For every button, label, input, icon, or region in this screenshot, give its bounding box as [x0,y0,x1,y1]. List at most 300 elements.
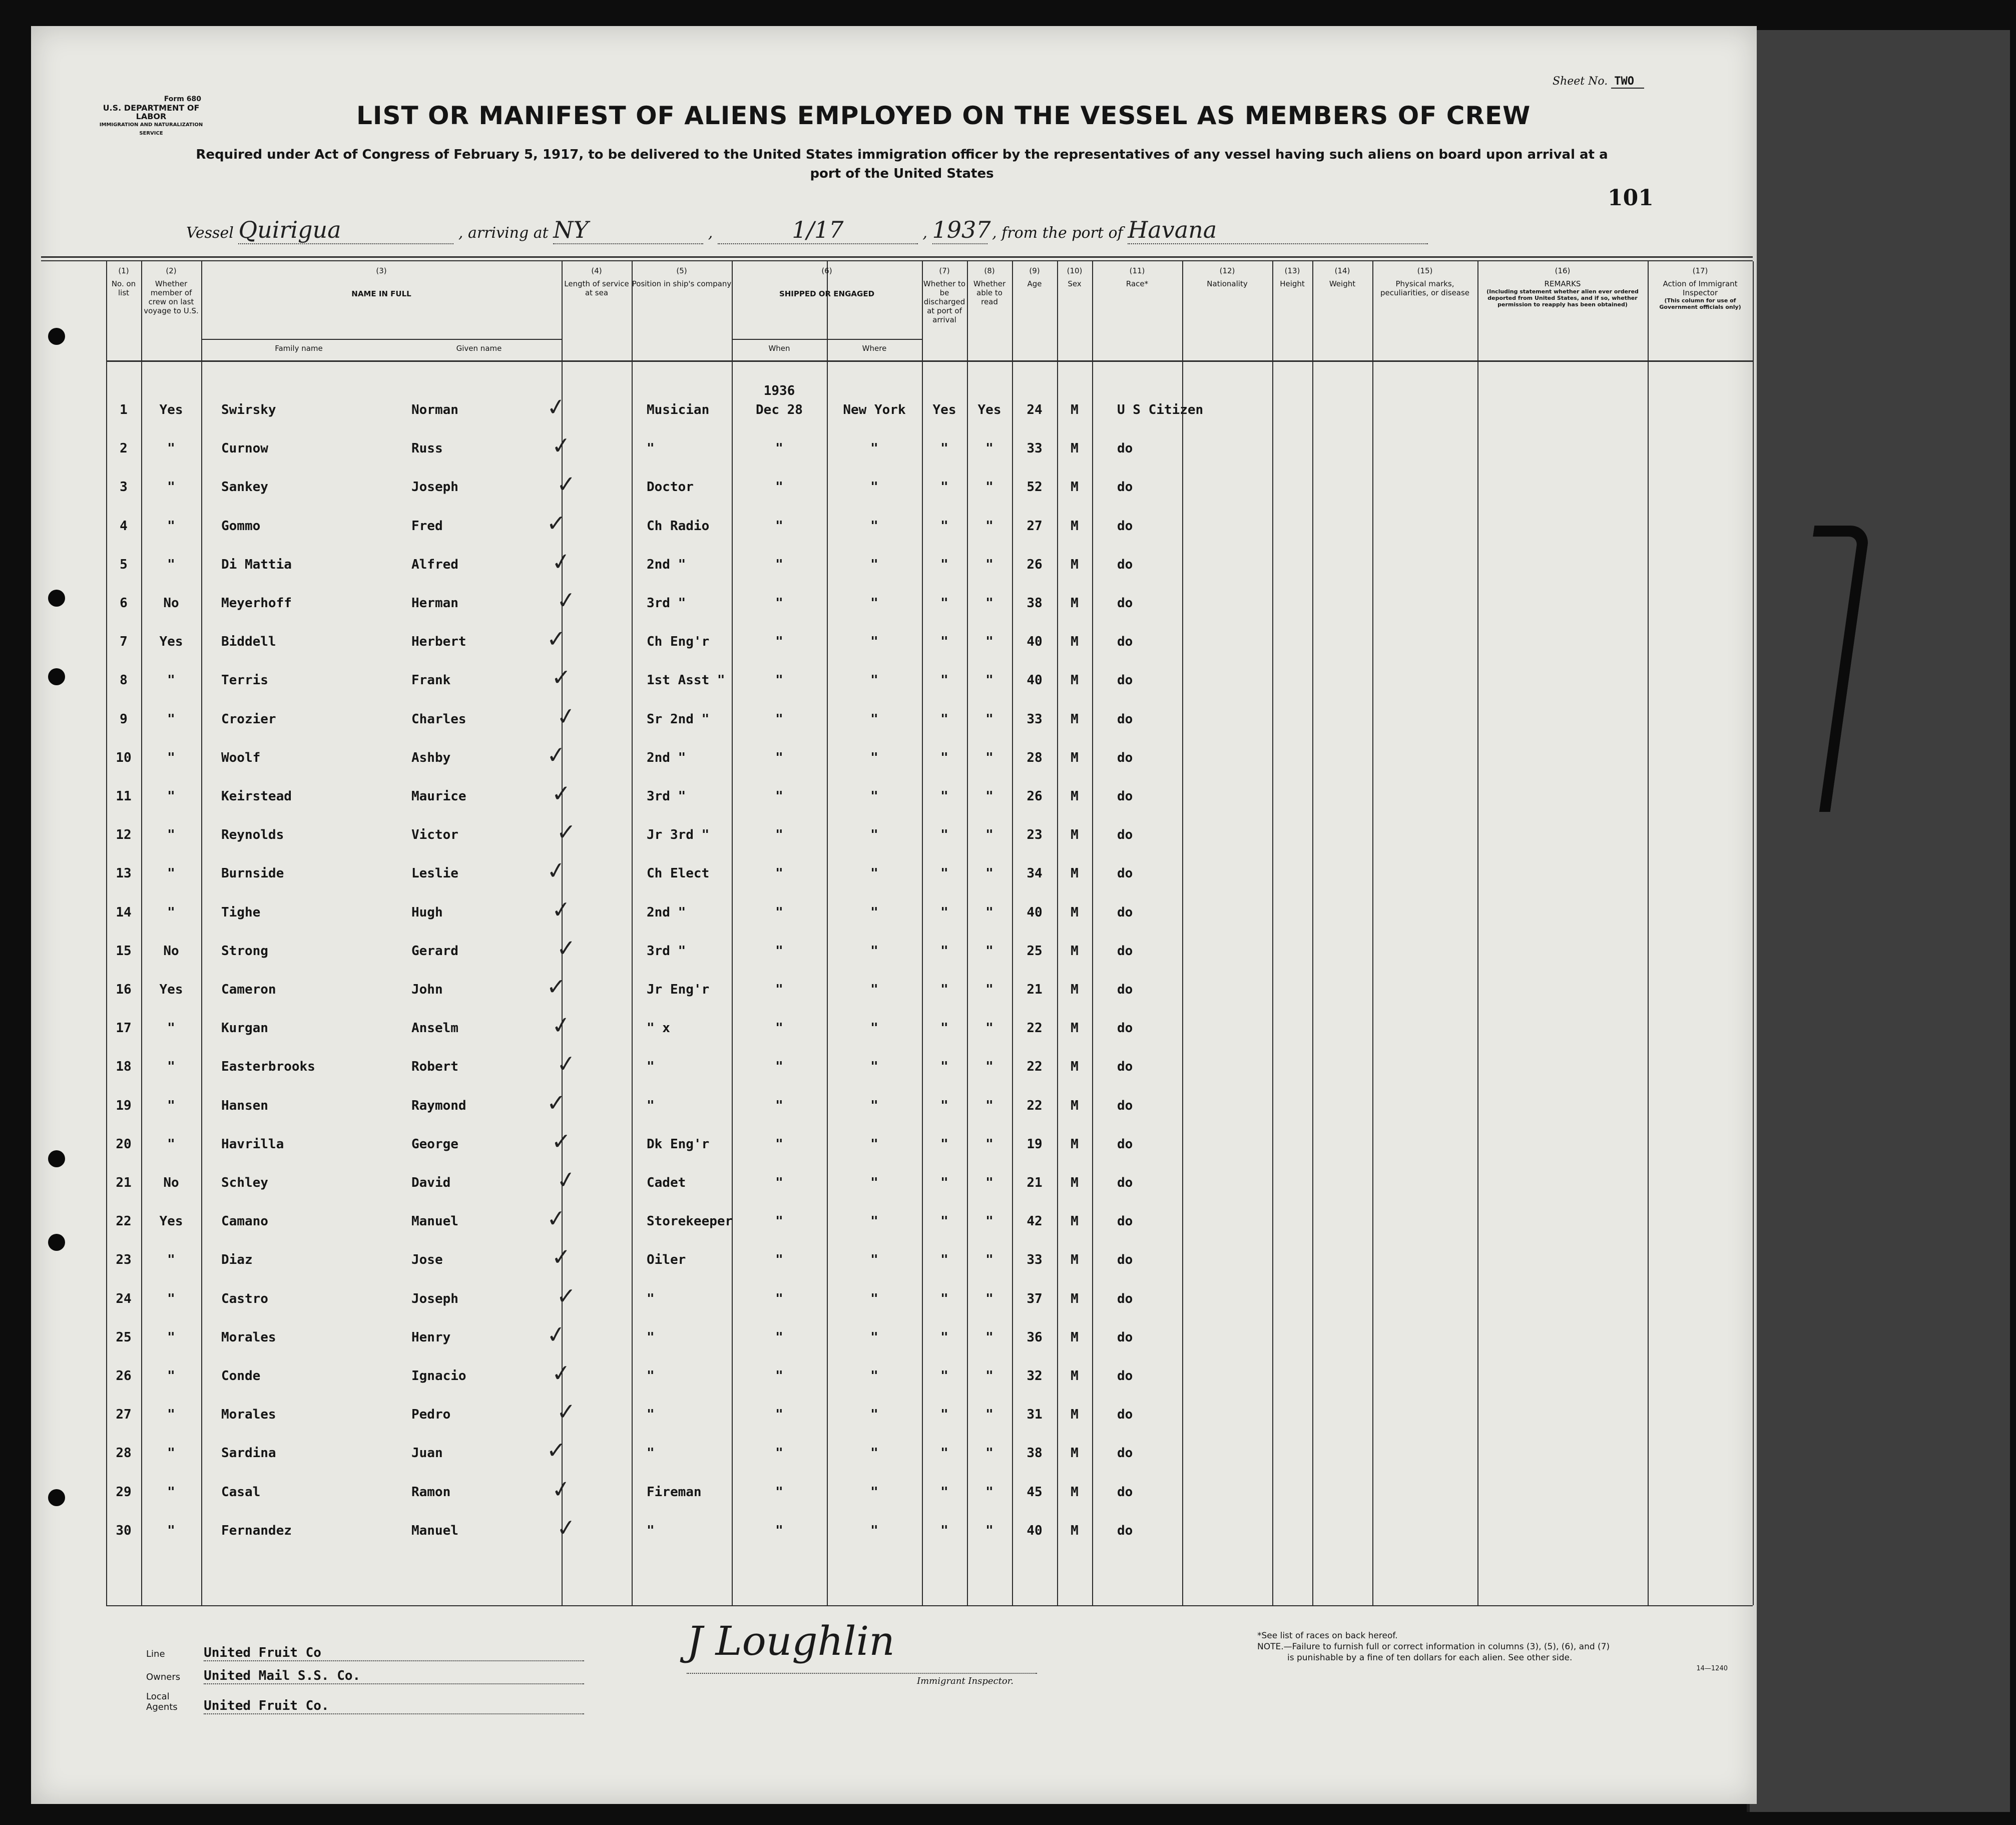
age: 24 [1027,402,1043,417]
shipped-when: " [775,866,783,881]
vessel-line: Vessel Quirigua , arriving at NY , 1/17 , 1937 , from the port of Havana [186,216,1428,244]
age: 36 [1027,1329,1043,1345]
row-number: 3 [120,480,128,495]
given-name: Leslie [411,866,458,881]
table-row [31,1010,1753,1053]
sex: M [1071,480,1079,495]
sex: M [1071,518,1079,534]
prior-voyage: " [167,1407,175,1423]
row-number: 6 [120,596,128,611]
row-number: 12 [116,827,132,843]
row-number: 17 [116,1021,132,1036]
discharged: " [940,750,948,765]
age: 38 [1027,596,1043,611]
nationality: U S Citizen [1117,402,1204,417]
shipped-where: " [870,789,878,804]
checkmark-icon: ✓ [555,1513,577,1542]
discharged: " [940,982,948,997]
position: 2nd " [647,750,686,765]
position: " [647,1368,655,1384]
position: " [647,1059,655,1075]
table-row [31,625,1753,667]
shipped-when: " [775,982,783,997]
able-to-read: " [985,1098,993,1113]
family-name: Conde [221,1368,261,1384]
discharged: " [940,789,948,804]
family-name: Gommo [221,518,261,534]
family-name: Biddell [221,634,276,650]
shipped-when: " [775,1059,783,1075]
position: Musician [647,402,710,417]
discharged: " [940,1407,948,1423]
discharged: " [940,1291,948,1306]
nationality: do [1117,982,1133,997]
shipped-where: " [870,518,878,534]
able-to-read: " [985,673,993,688]
row-number: 15 [116,943,132,959]
shipped-where: " [870,1098,878,1113]
given-name: Herbert [411,634,466,650]
table-row [31,431,1753,474]
given-name: Maurice [411,789,466,804]
column-header [1182,266,1272,288]
age: 42 [1027,1214,1043,1229]
nationality: do [1117,1329,1133,1345]
binder-hole [48,668,65,685]
where-header: Where [862,344,887,353]
sex: M [1071,1407,1079,1423]
shipped-when: " [775,789,783,804]
binder-hole [48,590,65,607]
checkmark-icon: ✓ [556,934,577,962]
discharged: " [940,866,948,881]
column-header [1477,266,1648,308]
able-to-read: " [985,1407,993,1423]
shipped-when: " [775,1252,783,1268]
given-name: Anselm [411,1021,458,1036]
able-to-read: " [985,904,993,920]
table-row [31,701,1753,744]
shipped-when: " [775,596,783,611]
line-value: United Fruit Co [204,1645,584,1661]
column-header [1012,266,1057,288]
shipped-when: " [775,1446,783,1461]
column-label: Physical marks, peculiarities, or disease [1380,279,1470,297]
row-number: 1 [120,402,128,417]
backing-card [1747,30,2010,1812]
checkmark-icon: ✓ [550,895,572,924]
shipped-when: " [775,1291,783,1306]
page-stamp: 101 [1608,185,1654,211]
column-label: Age [1027,279,1042,288]
nationality: do [1117,1252,1133,1268]
checkmark-icon: ✓ [555,701,578,731]
subtitle-line-1: Required under Act of Congress of February 5, 1917, to be delivered to the United States immigration officer by the representatives of any vessel having such aliens on board upon arrival at a [196,147,1608,162]
nationality: do [1117,750,1133,765]
column-number: (17) [1692,266,1708,275]
discharged: " [940,1368,948,1384]
position: Dk Eng'r [647,1136,710,1152]
column-label: Length of service at sea [564,279,629,297]
shipped-where: " [870,866,878,881]
sex: M [1071,1059,1079,1075]
able-to-read: " [985,943,993,959]
position: 3rd " [647,789,686,804]
sex: M [1071,711,1079,727]
footer-owners [146,1668,647,1691]
position: " x [647,1021,670,1036]
shipped-when: " [775,1484,783,1500]
row-number: 9 [120,711,128,727]
row-number: 22 [116,1214,132,1229]
age: 34 [1027,866,1043,881]
nationality: do [1117,943,1133,959]
shipped-where: " [870,982,878,997]
table-row [31,740,1753,783]
row-number: 29 [116,1484,132,1500]
prior-voyage: Yes [159,982,183,997]
sex: M [1071,1291,1079,1306]
age: 22 [1027,1098,1043,1113]
inspector-label: Immigrant Inspector. [917,1676,1014,1686]
family-name: Hansen [221,1098,268,1113]
age: 19 [1027,1136,1043,1152]
shipped-when: " [775,827,783,843]
nationality: do [1117,866,1133,881]
table-row [31,1127,1753,1169]
subtitle [121,145,1683,183]
table-row [31,1165,1753,1208]
binder-hole [48,1489,65,1506]
prior-voyage: " [167,1021,175,1036]
position: 3rd " [647,596,686,611]
shipped-where: " [870,1368,878,1384]
prior-voyage: " [167,750,175,765]
shipped-where: " [870,750,878,765]
shipped-where: " [870,1252,878,1268]
age: 31 [1027,1407,1043,1423]
shipped-where: " [870,634,878,650]
age: 27 [1027,518,1043,534]
column-header [201,266,562,298]
prior-voyage: No [163,596,179,611]
family-name: Keirstead [221,789,292,804]
arriving-label: , arriving at [458,224,549,242]
row-number: 14 [116,904,132,920]
column-label: Action of Immigrant Inspector [1663,279,1738,297]
table-top-rule-2 [41,260,1753,261]
column-header [1312,266,1372,288]
checkmark-icon: ✓ [545,855,568,885]
column-line [1753,261,1754,1605]
sex: M [1071,557,1079,572]
age: 21 [1027,1175,1043,1190]
shipped-year: 1936 [763,383,795,398]
sex: M [1071,596,1079,611]
checkmark-icon: ✓ [550,431,572,460]
sex: M [1071,943,1079,959]
given-name: Victor [411,827,458,843]
prior-voyage: " [167,827,175,843]
shipped-when: " [775,441,783,457]
sex: M [1071,402,1079,417]
column-label: Whether member of crew on last voyage to U.S. [144,279,199,315]
position: 3rd " [647,943,686,959]
nationality: do [1117,1021,1133,1036]
family-name: Terris [221,673,268,688]
given-name: Manuel [411,1523,458,1538]
prior-voyage: Yes [159,634,183,650]
owners-value: United Mail S.S. Co. [204,1668,584,1684]
column-sublabel: (This column for use of Government officials only) [1659,297,1741,310]
column-header [141,266,201,315]
signature-line [687,1673,1037,1674]
family-name: Camano [221,1214,268,1229]
sex: M [1071,789,1079,804]
sex: M [1071,1214,1079,1229]
age: 25 [1027,943,1043,959]
nationality: do [1117,1368,1133,1384]
footer-line [146,1645,647,1668]
family-name: Burnside [221,866,284,881]
position: Storekeeper [647,1214,733,1229]
age: 23 [1027,827,1043,843]
age: 26 [1027,789,1043,804]
table-bottom-rule [106,1605,1753,1606]
nationality: do [1117,711,1133,727]
family-name: Easterbrooks [221,1059,315,1075]
prior-voyage: " [167,1098,175,1113]
column-label: SHIPPED OR ENGAGED [779,289,875,298]
shipped-where: " [870,1136,878,1152]
position: Sr 2nd " [647,711,710,727]
able-to-read: " [985,634,993,650]
given-name: Ignacio [411,1368,466,1384]
vessel-name: Quirigua [238,216,453,244]
table-row [31,1088,1753,1131]
discharged: " [940,557,948,572]
sex: M [1071,1484,1079,1500]
sheet-number [1553,75,1644,88]
family-name: Havrilla [221,1136,284,1152]
position: 2nd " [647,904,686,920]
form-code: 14—1240 [1696,1665,1728,1672]
discharged: " [940,1446,948,1461]
sex: M [1071,1368,1079,1384]
table-row [31,1513,1753,1556]
row-number: 26 [116,1368,132,1384]
age: 26 [1027,557,1043,572]
discharged: " [940,596,948,611]
prior-voyage: Yes [159,1214,183,1229]
table-row [31,1282,1753,1324]
checkmark-icon: ✓ [545,740,567,769]
prior-voyage: " [167,441,175,457]
column-header [1092,266,1182,288]
family-name: Tighe [221,904,261,920]
shipped-when: " [775,480,783,495]
prior-voyage: " [167,557,175,572]
sex: M [1071,982,1079,997]
column-header [106,266,141,297]
shipped-where: " [870,1407,878,1423]
age: 40 [1027,904,1043,920]
column-label: REMARKS [1544,279,1581,288]
discharged: " [940,518,948,534]
row-number: 16 [116,982,132,997]
prior-voyage: " [167,1484,175,1500]
checkmark-icon: ✓ [556,1282,577,1309]
table-row [31,1398,1753,1440]
sex: M [1071,1252,1079,1268]
shipped-when: " [775,1329,783,1345]
able-to-read: " [985,596,993,611]
family-name: Castro [221,1291,268,1306]
nationality: do [1117,557,1133,572]
column-header [1372,266,1477,297]
able-to-read: " [985,1136,993,1152]
age: 45 [1027,1484,1043,1500]
shipped-where: " [870,1329,878,1345]
prior-voyage: " [167,480,175,495]
checkmark-icon: ✓ [551,664,572,691]
header-bottom-rule [106,360,1753,362]
column-header [967,266,1012,306]
able-to-read: Yes [977,402,1001,417]
table-row [31,470,1753,512]
vessel-label: Vessel [186,224,234,242]
discharged: " [940,1175,948,1190]
family-name: Morales [221,1329,276,1345]
position: Jr Eng'r [647,982,710,997]
shipped-when: " [775,673,783,688]
discharged: " [940,480,948,495]
nationality: do [1117,634,1133,650]
family-name: Morales [221,1407,276,1423]
checkmark-icon: ✓ [550,1358,572,1388]
column-header [1272,266,1312,288]
column-number: (3) [376,266,387,275]
shipped-when: " [775,1098,783,1113]
family-name: Meyerhoff [221,596,292,611]
prior-voyage: " [167,1368,175,1384]
prior-voyage: Yes [159,402,183,417]
given-name: Frank [411,673,451,688]
given-name: Herman [411,596,458,611]
discharged: " [940,1329,948,1345]
column-header [632,266,732,288]
column-header [922,266,967,324]
family-name: Swirsky [221,402,276,417]
checkmark-icon: ✓ [546,1088,567,1117]
family-name: Di Mattia [221,557,292,572]
given-name: Juan [411,1446,443,1461]
row-number: 21 [116,1175,132,1190]
sex: M [1071,673,1079,688]
given-name: Russ [411,441,443,457]
table-row [31,547,1753,590]
row-number: 27 [116,1407,132,1423]
column-number: (16) [1555,266,1571,275]
given-name: Pedro [411,1407,451,1423]
manifest-sheet [31,26,1757,1804]
able-to-read: " [985,982,993,997]
age: 33 [1027,1252,1043,1268]
shipped-where: " [870,1214,878,1229]
column-number: (5) [676,266,687,275]
checkmark-icon: ✓ [546,1437,567,1464]
when-header: When [768,344,790,353]
column-label: Race* [1126,279,1149,288]
position: " [647,1523,655,1538]
row-number: 25 [116,1329,132,1345]
prior-voyage: " [167,904,175,920]
sex: M [1071,1175,1079,1190]
column-label: Sex [1068,279,1082,288]
column-number: (1) [118,266,129,275]
age: 40 [1027,1523,1043,1538]
prior-voyage: " [167,1136,175,1152]
family-name: Schley [221,1175,268,1190]
table-row [31,934,1753,976]
given-name: Norman [411,402,458,417]
row-number: 2 [120,441,128,457]
shipped-when: " [775,1214,783,1229]
able-to-read: " [985,866,993,881]
discharged: " [940,1098,948,1113]
prior-voyage: " [167,1291,175,1306]
position: Ch Eng'r [647,634,710,650]
able-to-read: " [985,1523,993,1538]
age: 33 [1027,441,1043,457]
column-header [732,266,922,298]
shipped-where: " [870,1059,878,1075]
owners-label: Owners [146,1672,181,1682]
age: 33 [1027,711,1043,727]
inspector-signature: J Loughlin [687,1618,895,1664]
table-row [31,1319,1753,1362]
able-to-read: " [985,711,993,727]
note-fine: NOTE.—Failure to furnish full or correct information in columns (3), (5), (6), and (7) [1257,1642,1610,1652]
able-to-read: " [985,1446,993,1461]
shipped-where: " [870,441,878,457]
prior-voyage: No [163,943,179,959]
nationality: do [1117,1523,1133,1538]
checkmark-icon: ✓ [551,1127,572,1155]
name-divider [201,339,562,340]
nationality: do [1117,1175,1133,1190]
row-number: 23 [116,1252,132,1268]
given-name: Alfred [411,557,458,572]
row-number: 18 [116,1059,132,1075]
given-name: David [411,1175,451,1190]
table-row [31,1437,1753,1478]
table-row [31,818,1753,860]
able-to-read: " [985,1021,993,1036]
discharged: Yes [932,402,956,417]
column-label: Whether able to read [973,279,1006,306]
given-name: Raymond [411,1098,466,1113]
prior-voyage: " [167,789,175,804]
given-name: John [411,982,443,997]
age: 32 [1027,1368,1043,1384]
given-name: Charles [411,711,466,727]
sex: M [1071,1021,1079,1036]
shipped-when: " [775,904,783,920]
row-number: 13 [116,866,132,881]
given-name: George [411,1136,458,1152]
discharged: " [940,1484,948,1500]
